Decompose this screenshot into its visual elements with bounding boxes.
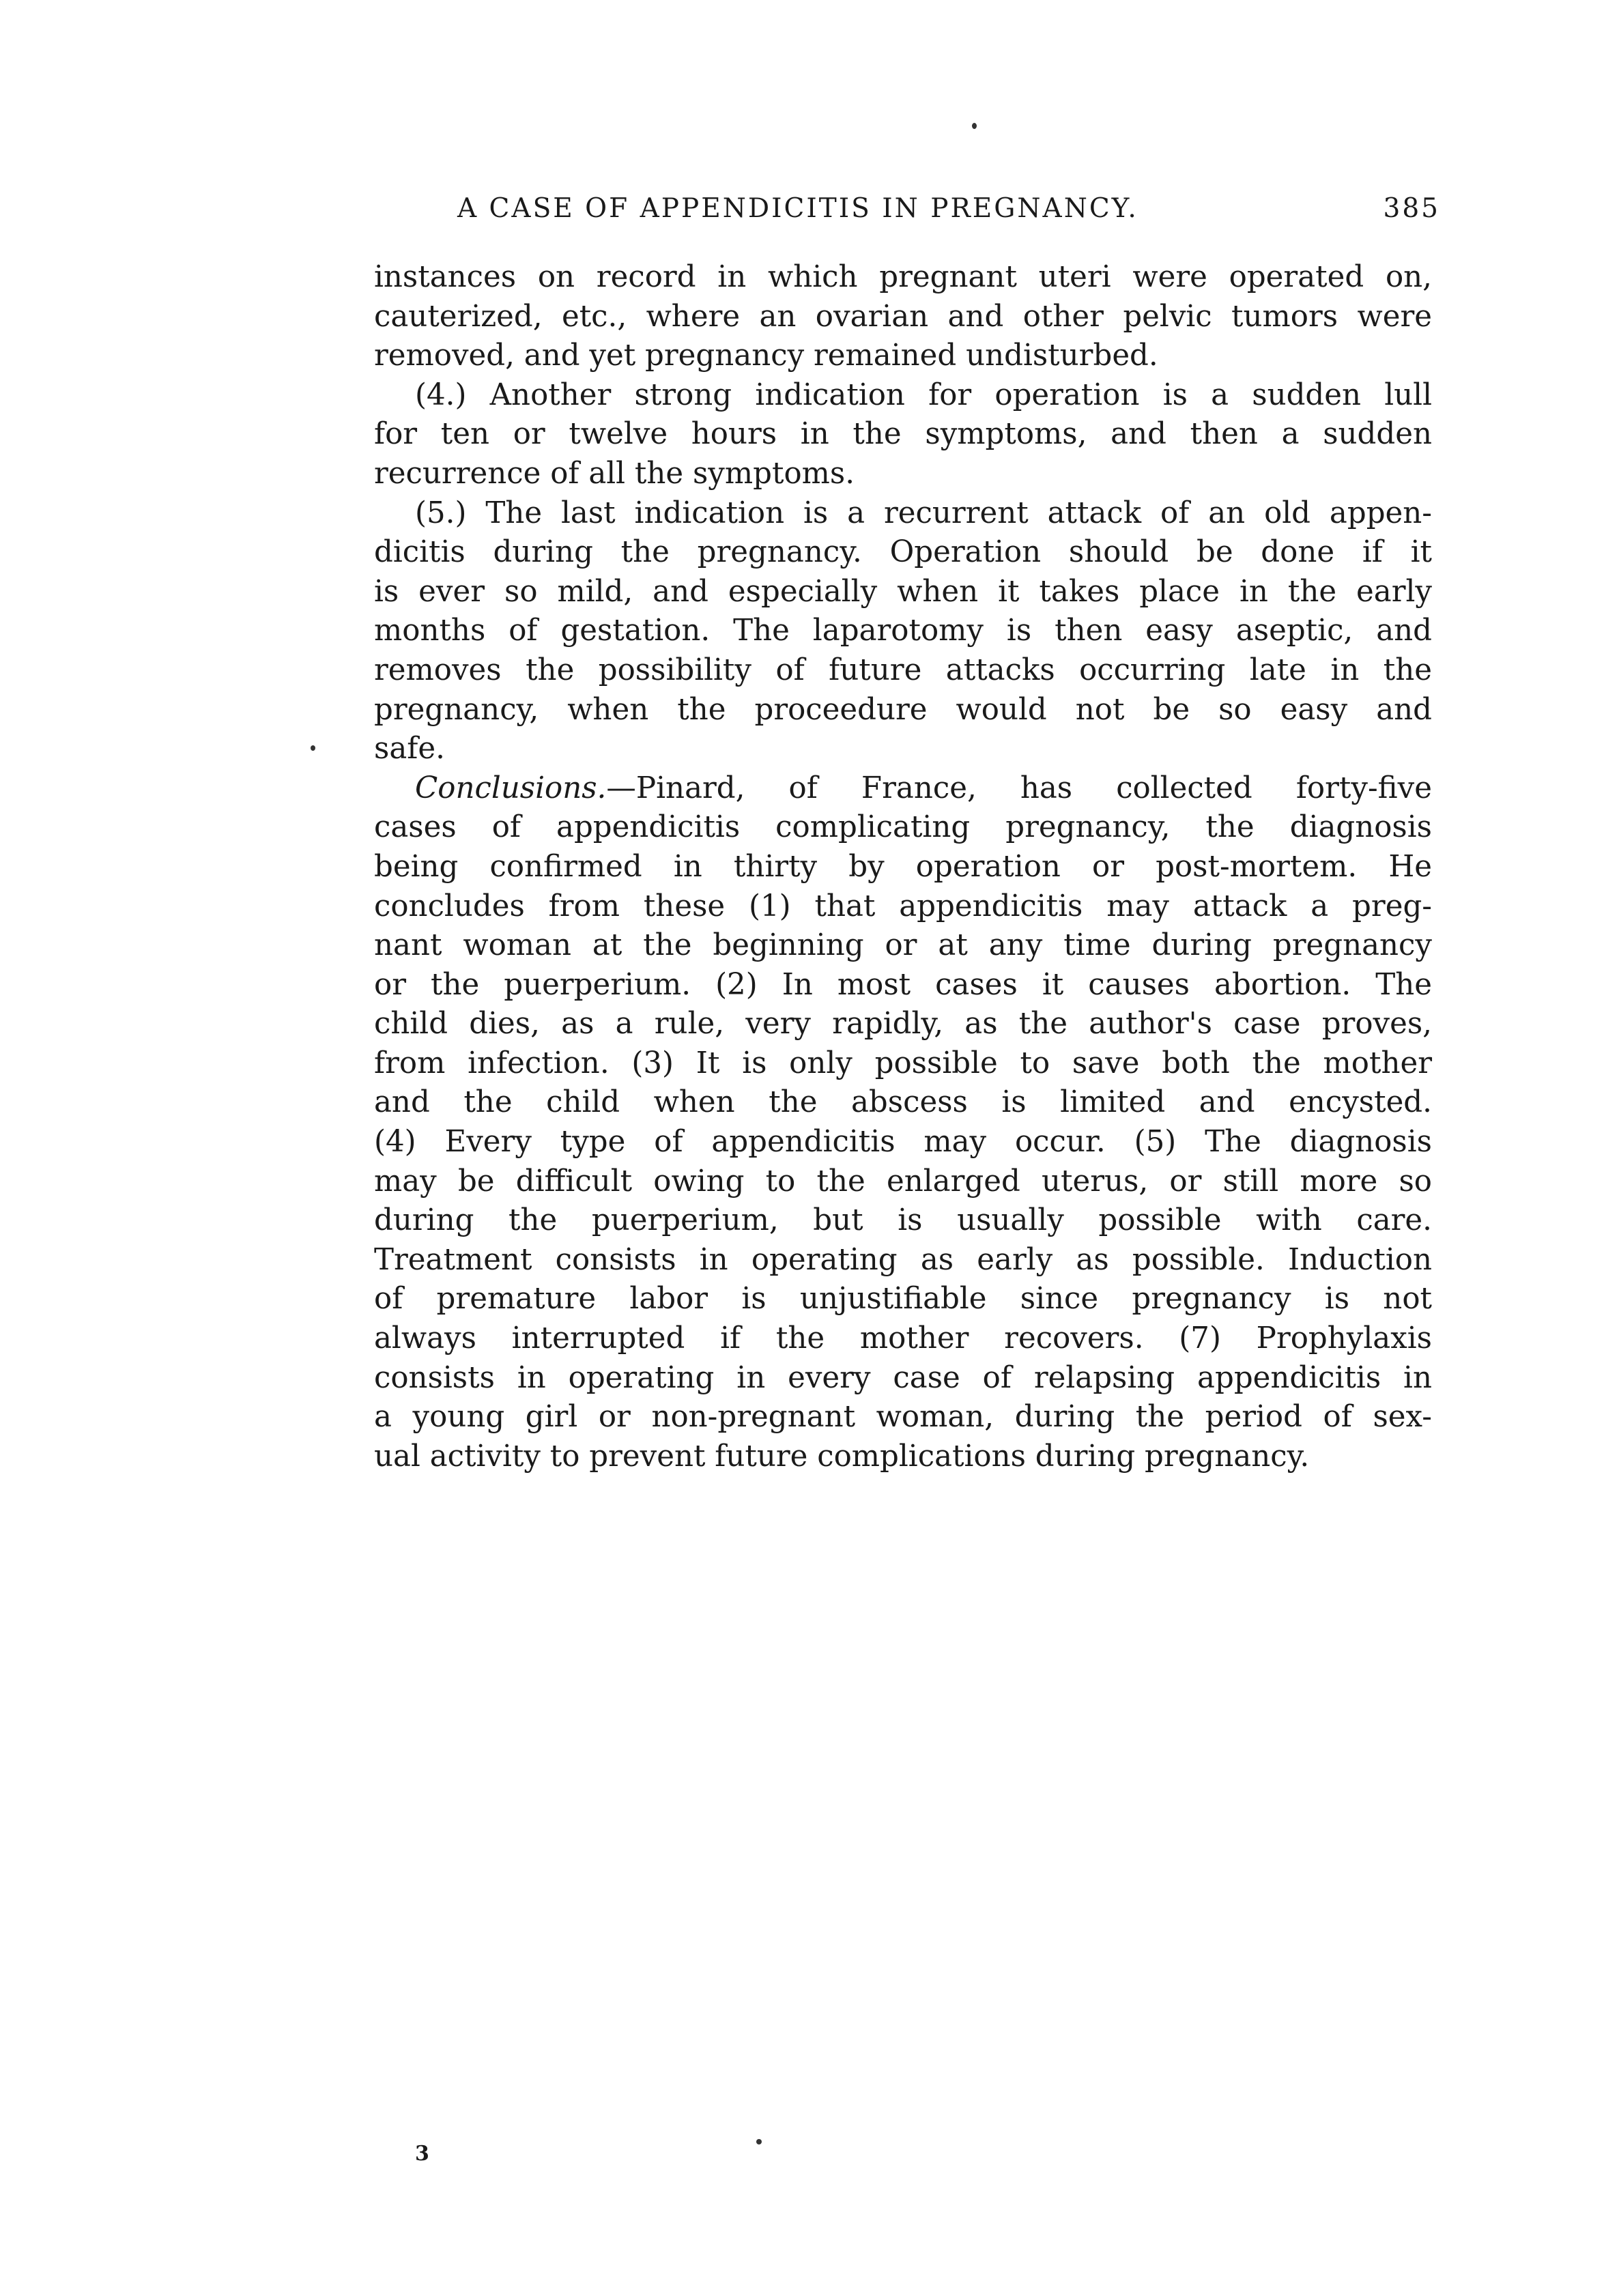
paragraph-3 xyxy=(374,494,1432,769)
text-line: always interrupted if the mother recovers. (7) Prophylaxis xyxy=(374,1321,1432,1356)
text-line: a young girl or non-pregnant woman, during the period of sex- xyxy=(374,1400,1432,1435)
page-body xyxy=(374,258,1432,1476)
scan-speck xyxy=(311,745,315,751)
text-line: and the child when the abscess is limited and encysted. xyxy=(374,1085,1432,1120)
page-header xyxy=(457,193,1440,224)
text-line: instances on record in which pregnant uteri were operated on, xyxy=(374,260,1432,294)
text-line: months of gestation. The laparotomy is then easy aseptic, and xyxy=(374,614,1432,648)
running-title: A CASE OF APPENDICITIS IN PREGNANCY. xyxy=(457,193,1138,224)
text-line: of premature labor is unjustifiable since pregnancy is not xyxy=(374,1282,1432,1317)
text-line: pregnancy, when the proceedure would not be so easy and xyxy=(374,692,1432,727)
text-line xyxy=(374,769,1432,809)
text-line: removed, and yet pregnancy remained undisturbed. xyxy=(374,339,1158,373)
text-line: nant woman at the beginning or at any time during pregnancy xyxy=(374,928,1432,963)
text-line: from infection. (3) It is only possible to save both the mother xyxy=(374,1046,1432,1080)
text-line: child dies, as a rule, very rapidly, as the author's case proves, xyxy=(374,1007,1432,1042)
text-line: (4.) Another strong indication for operation is a sudden lull xyxy=(415,377,1432,412)
text-line: during the puerperium, but is usually possible with care. xyxy=(374,1203,1432,1238)
text-line: Treatment consists in operating as early as possible. Induction xyxy=(374,1242,1432,1277)
text-line: safe. xyxy=(374,732,445,766)
text-line: is ever so mild, and especially when it takes place in the early xyxy=(374,574,1432,609)
text-line: (4) Every type of appendicitis may occur. (5) The diagnosis xyxy=(374,1125,1432,1160)
page-number: 385 xyxy=(1383,193,1440,224)
text-fragment: —Pinard, of France, has collected forty-five xyxy=(606,771,1432,805)
paragraph-conclusions xyxy=(374,769,1432,1477)
paragraph-1 xyxy=(374,258,1432,376)
text-line: cases of appendicitis complicating pregnancy, the diagnosis xyxy=(374,810,1432,845)
conclusions-label: Conclusions. xyxy=(415,771,607,805)
text-line: dicitis during the pregnancy. Operation should be done if it xyxy=(374,535,1432,570)
text-line: (5.) The last indication is a recurrent attack of an old appen- xyxy=(415,496,1432,530)
scan-speck xyxy=(756,2139,762,2144)
text-line: may be difficult owing to the enlarged uterus, or still more so xyxy=(374,1164,1432,1199)
paragraph-2 xyxy=(374,376,1432,494)
text-line: removes the possibility of future attacks occurring late in the xyxy=(374,652,1432,687)
text-line: recurrence of all the symptoms. xyxy=(374,456,855,491)
text-line: for ten or twelve hours in the symptoms, and then a sudden xyxy=(374,417,1432,452)
signature-mark: 3 xyxy=(415,2142,429,2166)
text-line: concludes from these (1) that appendicitis may attack a preg- xyxy=(374,889,1432,923)
text-line: cauterized, etc., where an ovarian and other pelvic tumors were xyxy=(374,299,1432,334)
scan-speck xyxy=(972,123,977,129)
text-line: or the puerperium. (2) In most cases it causes abortion. The xyxy=(374,967,1432,1002)
text-line: consists in operating in every case of relapsing appendicitis in xyxy=(374,1360,1432,1395)
text-line: ual activity to prevent future complications during pregnancy. xyxy=(374,1439,1310,1474)
text-line: being confirmed in thirty by operation or post-mortem. He xyxy=(374,849,1432,884)
